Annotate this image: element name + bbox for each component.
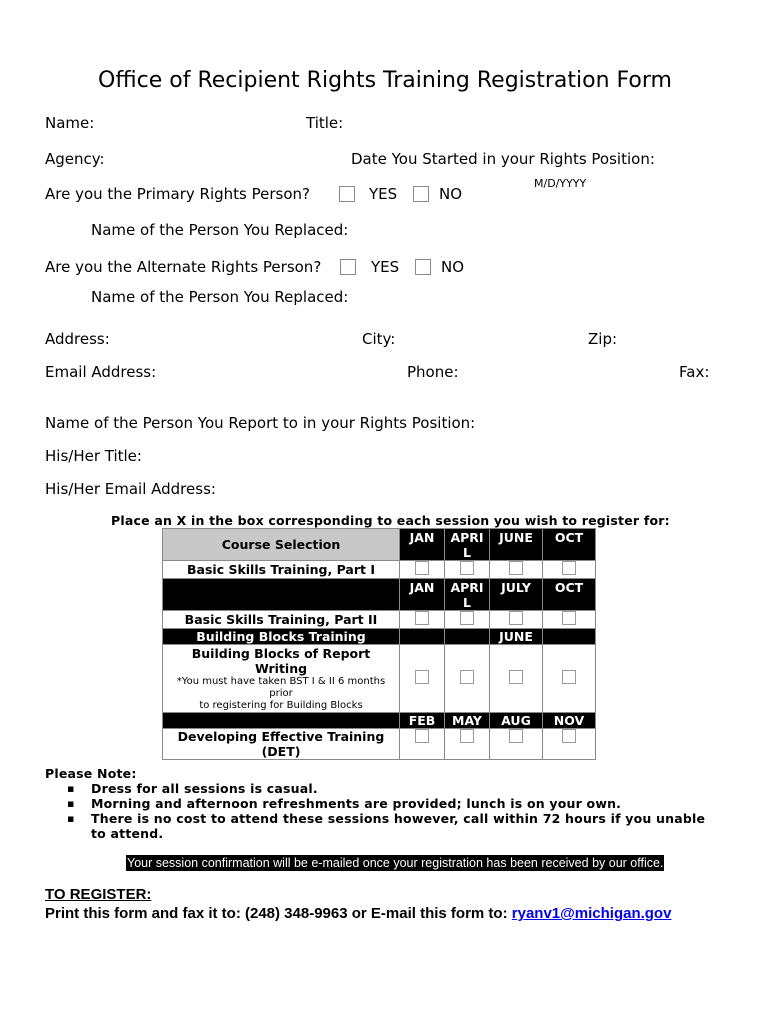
session-instruction: Place an X in the box corresponding to each session you wish to register for: bbox=[111, 513, 670, 528]
month-header-text: APRI L bbox=[450, 530, 484, 560]
session-checkbox[interactable] bbox=[460, 670, 474, 684]
month-header-text: JUNE bbox=[499, 530, 533, 545]
month-header bbox=[490, 629, 543, 645]
month-header-text: APRI L bbox=[450, 580, 484, 610]
notes-list bbox=[45, 781, 719, 841]
primary-no-label: NO bbox=[439, 185, 463, 203]
primary-no-checkbox[interactable] bbox=[413, 186, 429, 202]
month-header bbox=[543, 529, 596, 561]
month-header-text: FEB bbox=[408, 713, 436, 728]
course-prereq-note: to registering for Building Blocks bbox=[199, 700, 363, 711]
month-header-text: JAN bbox=[409, 580, 435, 595]
month-header bbox=[490, 529, 543, 561]
month-header bbox=[400, 529, 445, 561]
course-selection-header-text: Course Selection bbox=[221, 537, 341, 552]
note-item: ▪ There is no cost to attend these sessions however, call within 72 hours if you unable to attend. bbox=[67, 811, 719, 841]
replaced-person-label-1: Name of the Person You Replaced: bbox=[91, 221, 349, 239]
month-header bbox=[490, 579, 543, 611]
address-label: Address: bbox=[45, 330, 110, 348]
his-her-title-label: His/Her Title: bbox=[45, 447, 142, 465]
course-prereq-note: prior bbox=[269, 688, 293, 699]
date-started-label: Date You Started in your Rights Position: bbox=[351, 150, 655, 168]
month-header-text: OCT bbox=[554, 580, 584, 595]
session-checkbox[interactable] bbox=[509, 729, 523, 743]
session-cell[interactable] bbox=[400, 645, 445, 713]
session-checkbox[interactable] bbox=[415, 729, 429, 743]
session-checkbox[interactable] bbox=[562, 670, 576, 684]
session-cell[interactable] bbox=[543, 561, 596, 579]
course-name bbox=[163, 645, 400, 713]
session-checkbox[interactable] bbox=[460, 611, 474, 625]
month-header bbox=[445, 529, 490, 561]
course-name-text: Basic Skills Training, Part I bbox=[187, 562, 375, 577]
course-name-text: Developing Effective Training (DET) bbox=[177, 729, 385, 759]
city-label: City: bbox=[362, 330, 396, 348]
report-to-label: Name of the Person You Report to in your Rights Position: bbox=[45, 414, 476, 432]
blank-cell bbox=[400, 629, 445, 645]
session-cell[interactable] bbox=[400, 611, 445, 629]
course-name-text: Building Blocks of Report Writing bbox=[191, 646, 371, 676]
session-checkbox[interactable] bbox=[509, 670, 523, 684]
course-name bbox=[163, 561, 400, 579]
month-header-text: AUG bbox=[501, 713, 531, 728]
his-her-email-label: His/Her Email Address: bbox=[45, 480, 216, 498]
session-checkbox[interactable] bbox=[415, 561, 429, 575]
session-checkbox[interactable] bbox=[460, 561, 474, 575]
session-checkbox[interactable] bbox=[415, 611, 429, 625]
register-heading: TO REGISTER: bbox=[45, 886, 152, 903]
session-cell[interactable] bbox=[490, 645, 543, 713]
note-item: ▪ Dress for all sessions is casual. bbox=[67, 781, 719, 796]
blank-cell bbox=[543, 629, 596, 645]
notes-section bbox=[45, 766, 719, 841]
section-divider bbox=[163, 713, 400, 729]
session-cell[interactable] bbox=[400, 729, 445, 760]
name-label: Name: bbox=[45, 114, 95, 132]
session-checkbox[interactable] bbox=[509, 611, 523, 625]
course-name bbox=[163, 611, 400, 629]
course-prereq-note: *You must have taken BST I & II 6 months bbox=[176, 676, 386, 687]
month-header-text: JAN bbox=[409, 530, 435, 545]
replaced-person-label-2: Name of the Person You Replaced: bbox=[91, 288, 349, 306]
session-cell[interactable] bbox=[490, 729, 543, 760]
zip-label: Zip: bbox=[588, 330, 618, 348]
register-instructions bbox=[45, 905, 671, 922]
session-cell[interactable] bbox=[490, 561, 543, 579]
section-divider bbox=[163, 579, 400, 611]
session-cell[interactable] bbox=[445, 645, 490, 713]
month-header-text: JULY bbox=[501, 580, 531, 595]
month-header-text: JUNE bbox=[499, 629, 533, 644]
email-label: Email Address: bbox=[45, 363, 157, 381]
phone-label: Phone: bbox=[407, 363, 459, 381]
month-header bbox=[490, 713, 543, 729]
confirmation-banner: Your session confirmation will be e-mailed once your registration has been received by our office. bbox=[127, 856, 664, 870]
alternate-rights-question: Are you the Alternate Rights Person? bbox=[45, 258, 322, 276]
month-header bbox=[400, 579, 445, 611]
month-header-text: MAY bbox=[452, 713, 482, 728]
session-cell[interactable] bbox=[445, 611, 490, 629]
session-cell[interactable] bbox=[400, 561, 445, 579]
month-header-text: OCT bbox=[554, 530, 584, 545]
session-cell[interactable] bbox=[543, 645, 596, 713]
session-cell[interactable] bbox=[445, 729, 490, 760]
course-name bbox=[163, 629, 400, 645]
month-header bbox=[400, 713, 445, 729]
session-cell[interactable] bbox=[445, 561, 490, 579]
month-header bbox=[445, 579, 490, 611]
session-checkbox[interactable] bbox=[460, 729, 474, 743]
register-email-link[interactable]: ryanv1@michigan.gov bbox=[511, 905, 672, 922]
notes-heading: Please Note: bbox=[45, 766, 137, 781]
session-cell[interactable] bbox=[543, 729, 596, 760]
month-header bbox=[543, 713, 596, 729]
session-checkbox[interactable] bbox=[562, 729, 576, 743]
session-table bbox=[162, 528, 596, 760]
month-header bbox=[543, 579, 596, 611]
course-name-text: Basic Skills Training, Part II bbox=[184, 612, 378, 627]
date-format-hint: M/D/YYYY bbox=[534, 177, 587, 190]
note-item: ▪ Morning and afternoon refreshments are provided; lunch is on your own. bbox=[67, 796, 719, 811]
session-checkbox[interactable] bbox=[509, 561, 523, 575]
primary-yes-checkbox[interactable] bbox=[339, 186, 355, 202]
fax-label: Fax: bbox=[679, 363, 710, 381]
course-name-text: Building Blocks Training bbox=[196, 629, 366, 644]
session-checkbox[interactable] bbox=[562, 561, 576, 575]
agency-label: Agency: bbox=[45, 150, 105, 168]
month-header bbox=[445, 713, 490, 729]
primary-rights-question: Are you the Primary Rights Person? bbox=[45, 185, 310, 203]
page-title: Office of Recipient Rights Training Registration Form bbox=[98, 68, 672, 93]
alternate-yes-label: YES bbox=[371, 258, 400, 276]
session-checkbox[interactable] bbox=[562, 611, 576, 625]
register-text: Print this form and fax it to: (248) 348-9963 or E-mail this form to: bbox=[45, 905, 512, 922]
alternate-no-label: NO bbox=[441, 258, 465, 276]
alternate-yes-checkbox[interactable] bbox=[340, 259, 356, 275]
course-selection-header bbox=[163, 529, 400, 561]
blank-cell bbox=[445, 629, 490, 645]
primary-yes-label: YES bbox=[369, 185, 398, 203]
session-cell[interactable] bbox=[543, 611, 596, 629]
month-header-text: NOV bbox=[553, 713, 585, 728]
title-label: Title: bbox=[306, 114, 344, 132]
course-name bbox=[163, 729, 400, 760]
session-checkbox[interactable] bbox=[415, 670, 429, 684]
session-cell[interactable] bbox=[490, 611, 543, 629]
alternate-no-checkbox[interactable] bbox=[415, 259, 431, 275]
